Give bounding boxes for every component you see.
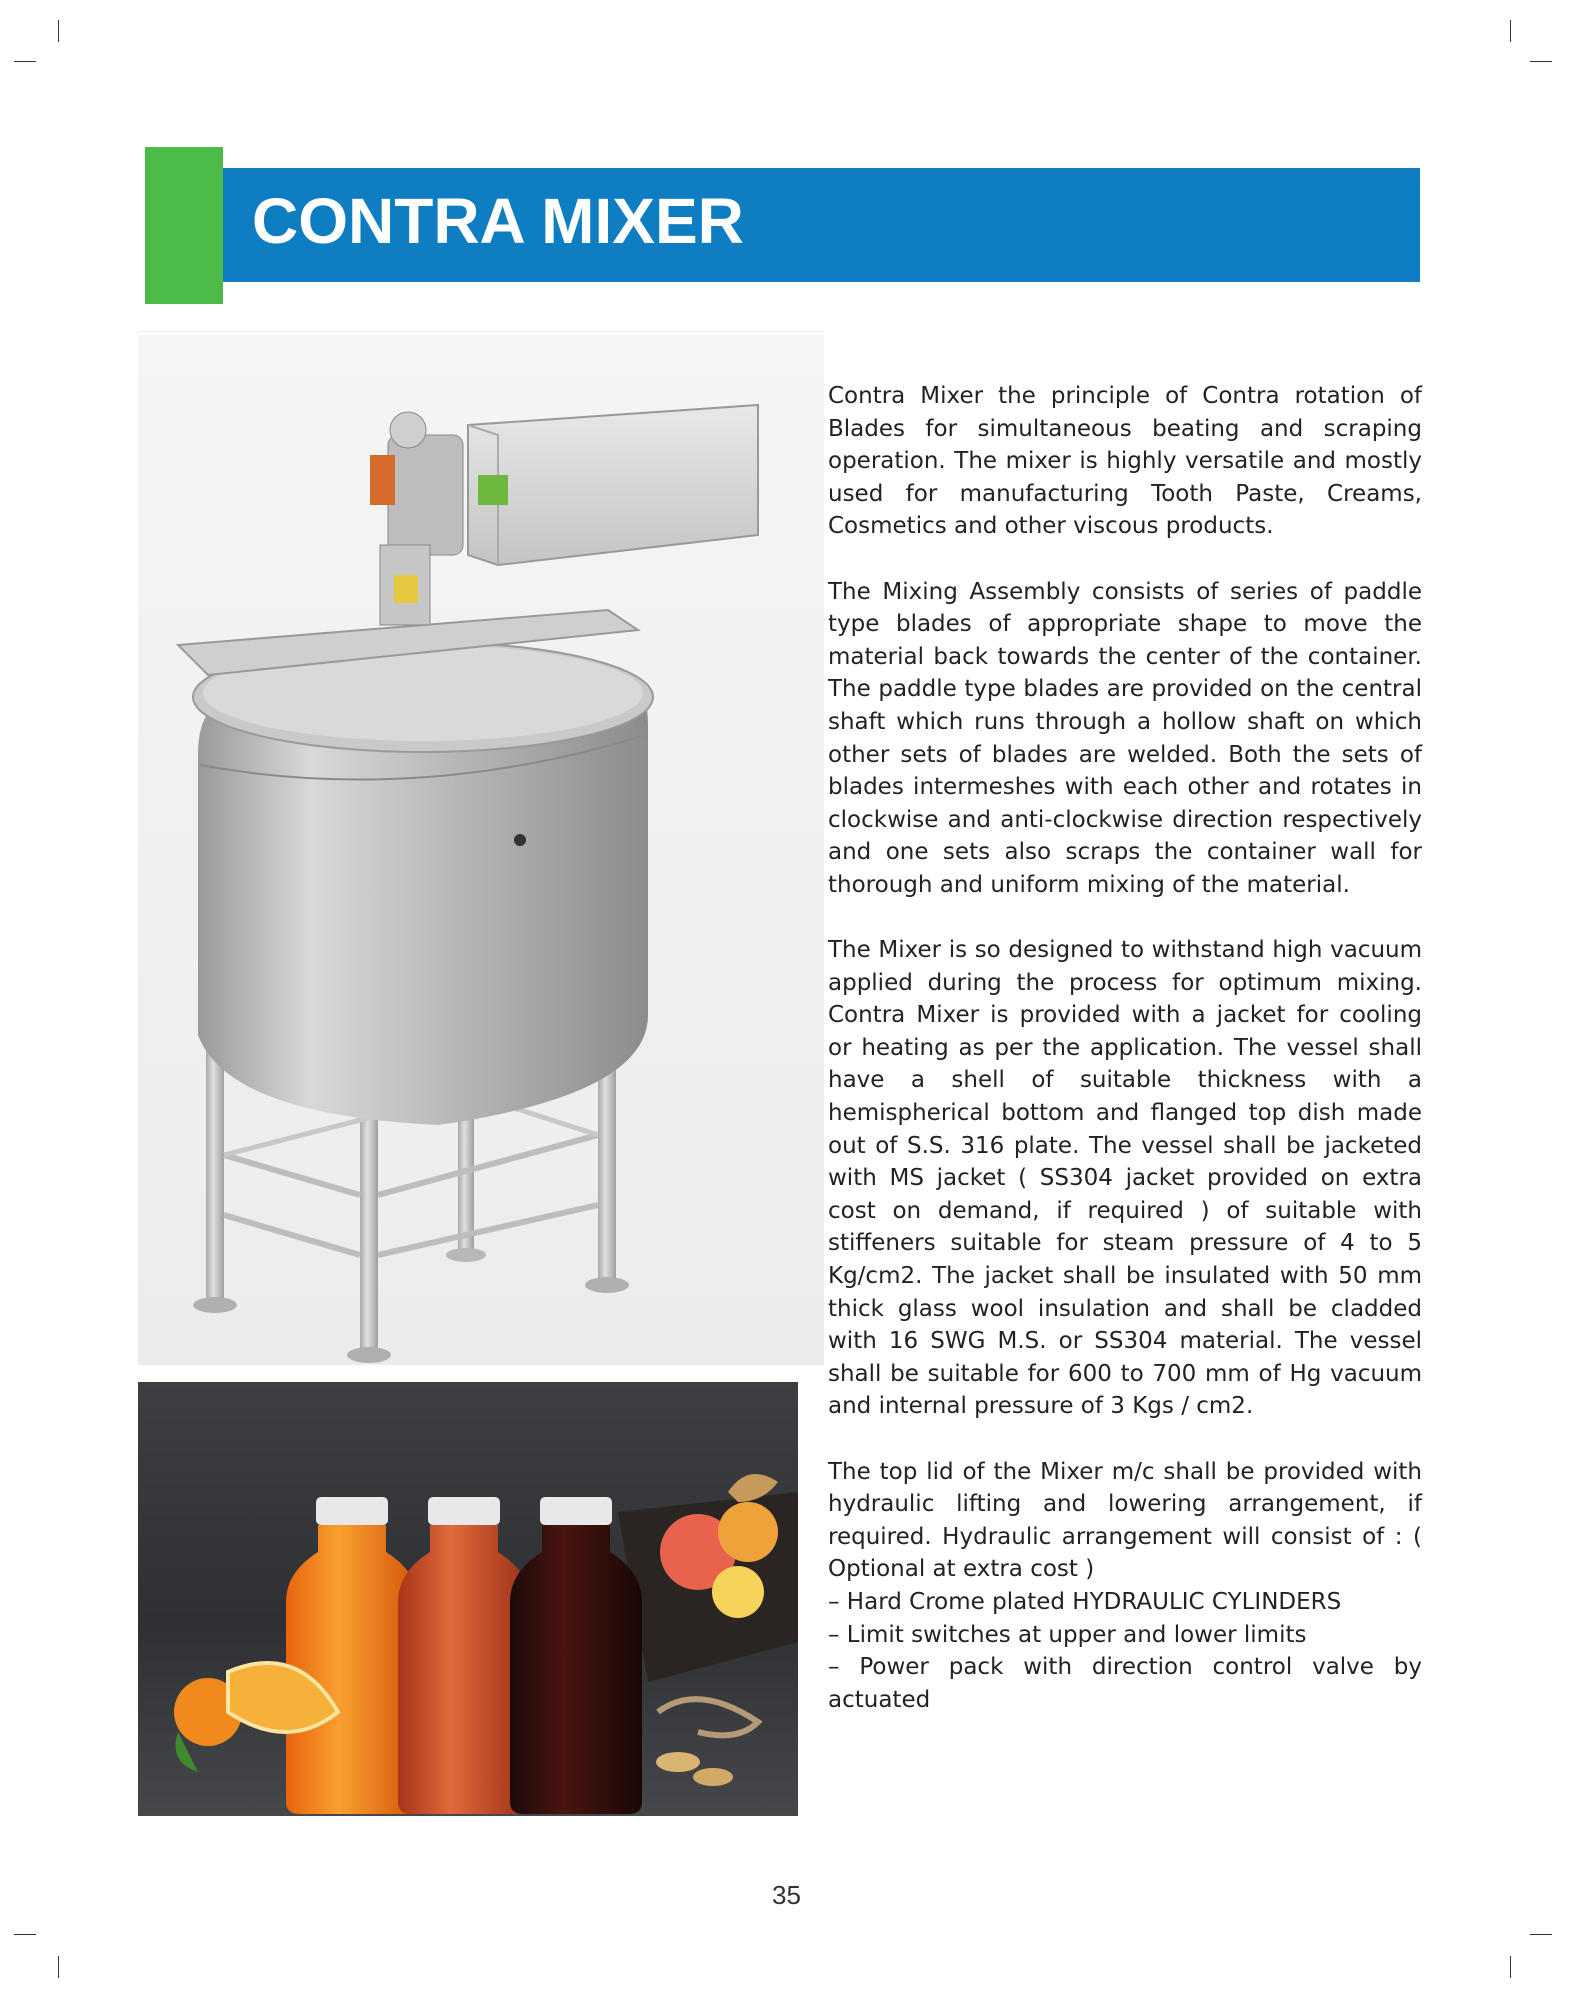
paragraph-mixing-assembly: The Mixing Assembly consists of series of paddle type blades of appropriate shape to move the material back towards the center of the container. The paddle type blades are provided on the central shaft which runs through a hollow shaft on which other sets of blades are welded. Both the sets of blades intermeshes with each other and rotates in clockwise and anti-clockwise direction respectively and one sets also scraps the container wall for thorough and uniform mixing of the material. xyxy=(828,578,1422,898)
list-item: – Limit switches at upper and lower limits xyxy=(828,1621,1307,1648)
crop-mark-top-right-h xyxy=(1530,61,1552,62)
crop-mark-top-left-h xyxy=(14,61,36,62)
crop-mark-top-left-v xyxy=(58,20,59,42)
crop-mark-bottom-left-h xyxy=(14,1934,36,1935)
paragraph-hydraulic-lid: The top lid of the Mixer m/c shall be provided with hydraulic lifting and lowering arrangement, if required. Hydraulic arrangement will consist of : ( Optional at extra cost ) xyxy=(828,1458,1422,1583)
list-item: – Power pack with direction control valve by actuated xyxy=(828,1654,1422,1713)
body-text xyxy=(828,380,1422,1716)
paragraph-vessel-design: The Mixer is so designed to withstand high vacuum applied during the process for optimum mixing. Contra Mixer is provided with a jacket for cooling or heating as per the application. The vessel shall have a shell of suitable thickness with a hemispherical bottom and flanged top dish made out of S.S. 316 plate. The vessel shall be jacketed with MS jacket ( SS304 jacket provided on extra cost on demand, if required ) of suitable with stiffeners suitable for steam pressure of 4 to 5 Kg/cm2. The jacket shall be insulated with 50 mm thick glass wool insulation and shall be cladded with 16 SWG M.S. or SS304 material. The vessel shall be suitable for 600 to 700 mm of Hg vacuum and internal pressure of 3 Kgs / cm2. xyxy=(828,937,1422,1420)
page-number: 35 xyxy=(772,1880,801,1910)
image-top-divider xyxy=(138,331,824,332)
title-accent-block xyxy=(145,147,223,304)
contra-mixer-image xyxy=(138,335,824,1365)
crop-mark-bottom-left-v xyxy=(58,1956,59,1978)
crop-mark-bottom-right-v xyxy=(1510,1956,1511,1978)
crop-mark-top-right-v xyxy=(1510,20,1511,42)
paragraph-intro: Contra Mixer the principle of Contra rotation of Blades for simultaneous beating and scraping operation. The mixer is highly versatile and mostly used for manufacturing Tooth Paste, Creams, Cosmetics and other viscous products. xyxy=(828,383,1422,540)
crop-mark-bottom-right-h xyxy=(1530,1934,1552,1935)
list-item: – Hard Crome plated HYDRAULIC CYLINDERS xyxy=(828,1588,1342,1615)
page-title: CONTRA MIXER xyxy=(252,185,744,257)
juice-bottles-image xyxy=(138,1382,798,1816)
